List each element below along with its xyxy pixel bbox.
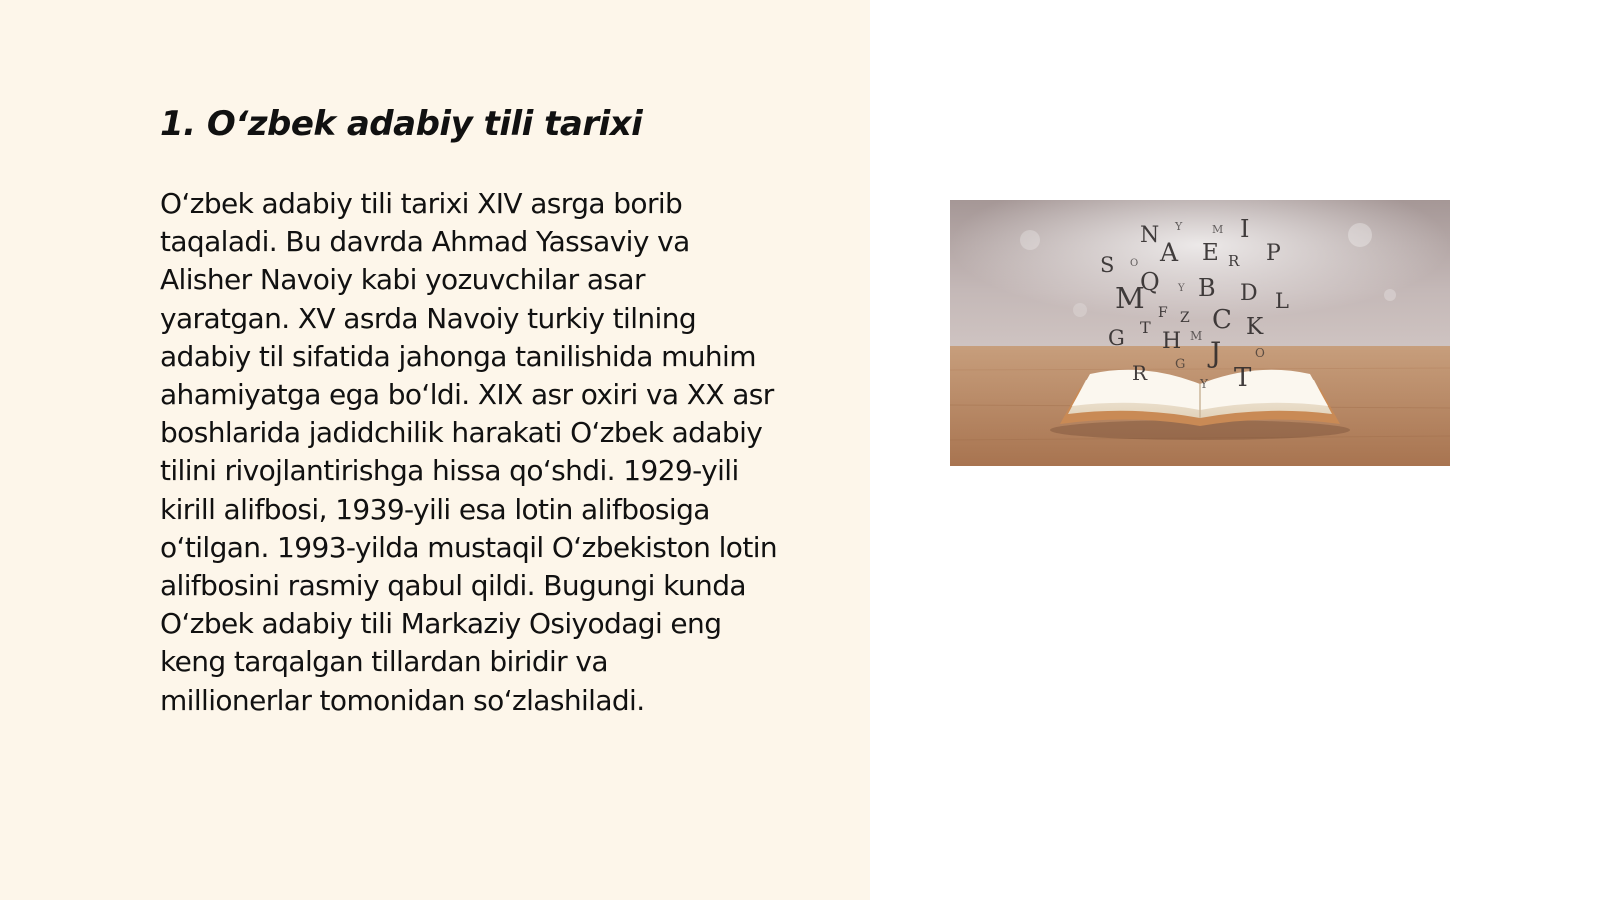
flying-letter: Y — [1200, 377, 1208, 391]
flying-letter: M — [1190, 329, 1203, 343]
flying-letter: C — [1212, 305, 1232, 335]
flying-letter: E — [1202, 240, 1219, 266]
flying-letter: D — [1240, 281, 1258, 306]
body-text-line: adabiy til sifatida jahonga tanilishida muhim — [160, 339, 756, 373]
flying-letter: S — [1100, 253, 1115, 277]
flying-letter: G — [1175, 357, 1186, 372]
flying-letter: P — [1266, 241, 1281, 266]
body-text-line: alifbosini rasmiy qabul qildi. Bugungi kunda — [160, 569, 746, 603]
flying-letter: Y — [1175, 220, 1183, 233]
body-text-line: O‘zbek adabiy tili Markaziy Osiyodagi eng — [160, 607, 722, 641]
book-letters-image — [950, 200, 1450, 466]
flying-letter: Y — [1178, 283, 1185, 294]
flying-letter: Z — [1180, 310, 1190, 326]
flying-letter: R — [1228, 252, 1240, 270]
flying-letter: L — [1275, 289, 1289, 313]
flying-letter: Q — [1140, 268, 1160, 296]
flying-letter: T — [1140, 318, 1151, 337]
body-text-line: tilini rivojlantirishga hissa qo‘shdi. 1929-yili — [160, 454, 739, 488]
flying-letter: M — [1212, 223, 1224, 236]
flying-letter: H — [1162, 329, 1182, 354]
body-text-line: keng tarqalgan tillardan biridir va — [160, 645, 608, 679]
body-text-line: boshlarida jadidchilik harakati O‘zbek adabiy — [160, 416, 763, 450]
flying-letter: T — [1234, 363, 1252, 393]
open-book-flying-letters-icon — [950, 200, 1450, 466]
flying-letter: O — [1130, 258, 1139, 269]
flying-letter: O — [1255, 346, 1265, 360]
body-text-line: O‘zbek adabiy tili tarixi XIV asrga borib — [160, 187, 683, 220]
flying-letter: N — [1140, 223, 1160, 248]
flying-letter: J — [1210, 336, 1222, 369]
body-text-line: yaratgan. XV asrda Navoiy turkiy tilning — [160, 301, 697, 335]
flying-letter: A — [1160, 238, 1179, 267]
body-text-line: millionerlar tomonidan so‘zlashiladi. — [160, 683, 645, 717]
flying-letter: G — [1108, 326, 1125, 350]
flying-letter: F — [1158, 305, 1168, 321]
slide-body-text — [160, 185, 850, 720]
body-text-line: ahamiyatga ega bo‘ldi. XIX asr oxiri va XX asr — [160, 378, 774, 412]
body-text-line: Alisher Navoiy kabi yozuvchilar asar — [160, 263, 645, 297]
body-text-line: kirill alifbosi, 1939-yili esa lotin alifbosiga — [160, 492, 710, 526]
body-text-line: o‘tilgan. 1993-yilda mustaqil O‘zbekiston lotin — [160, 530, 778, 564]
flying-letter: B — [1198, 274, 1216, 302]
flying-letter: I — [1240, 215, 1250, 243]
flying-letter: M — [1115, 281, 1145, 315]
slide-title: 1. O‘zbek adabiy tili tarixi — [160, 104, 643, 144]
flying-letter: R — [1132, 361, 1148, 385]
body-text-line: taqaladi. Bu davrda Ahmad Yassaviy va — [160, 225, 690, 259]
flying-letter: K — [1246, 314, 1264, 340]
